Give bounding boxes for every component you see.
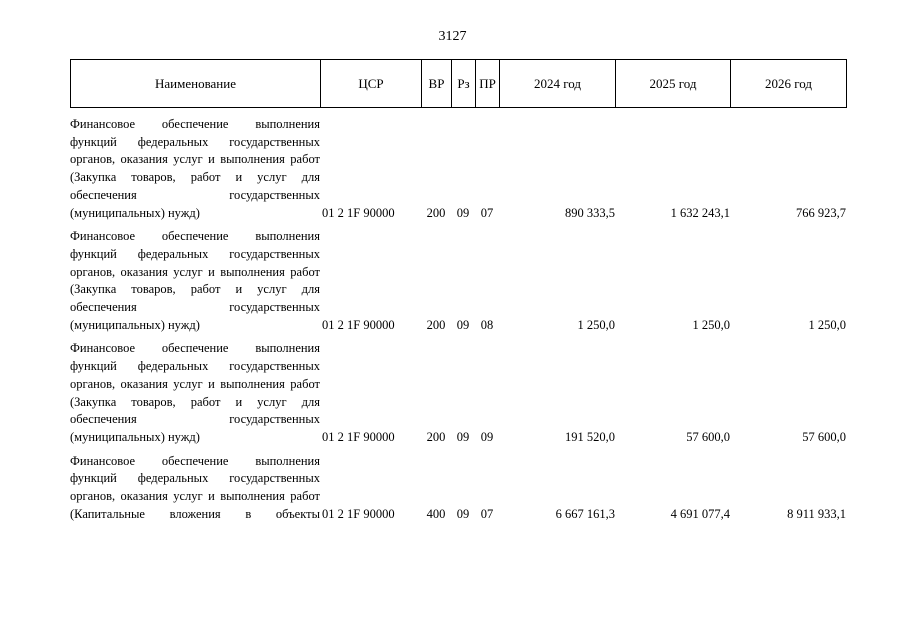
row-name: Финансовое обеспечение выполнения функций федеральных государственных органов, оказания услуг и выполнения работ (Закупка товаров, работ и услуг для обеспечения государственных (муниципальных) нужд) bbox=[70, 341, 320, 444]
row-pr: 09 bbox=[480, 429, 494, 444]
row-2026: 766 923,7 bbox=[796, 205, 846, 220]
header-2024: 2024 год bbox=[500, 60, 616, 108]
row-2025: 1 250,0 bbox=[692, 317, 730, 332]
page-number: 3127 bbox=[438, 29, 467, 44]
row-2024: 890 333,5 bbox=[565, 205, 615, 220]
row-pr: 08 bbox=[480, 317, 494, 332]
row-rz: 09 bbox=[456, 506, 470, 521]
row-2026: 8 911 933,1 bbox=[787, 506, 846, 521]
row-csr: 01 2 1F 90000 bbox=[322, 317, 395, 332]
header-csr: ЦСР bbox=[321, 60, 422, 108]
row-2024: 1 250,0 bbox=[577, 317, 615, 332]
header-pr: ПР bbox=[476, 60, 500, 108]
table-row bbox=[70, 448, 846, 525]
row-2026: 57 600,0 bbox=[802, 429, 846, 444]
row-csr: 01 2 1F 90000 bbox=[322, 205, 395, 220]
row-csr: 01 2 1F 90000 bbox=[322, 429, 395, 444]
table-row bbox=[70, 111, 846, 223]
table-header bbox=[70, 59, 847, 108]
row-rz: 09 bbox=[456, 317, 470, 332]
row-rz: 09 bbox=[456, 429, 470, 444]
row-2025: 1 632 243,1 bbox=[670, 205, 730, 220]
row-csr: 01 2 1F 90000 bbox=[322, 506, 395, 521]
header-rz: Рз bbox=[452, 60, 476, 108]
header-vr: ВР bbox=[422, 60, 452, 108]
row-name: Финансовое обеспечение выполнения функций федеральных государственных органов, оказания услуг и выполнения работ (Закупка товаров, работ и услуг для обеспечения государственных (муниципальных) нужд) bbox=[70, 117, 320, 220]
table-row bbox=[70, 223, 846, 335]
row-2026: 1 250,0 bbox=[808, 317, 846, 332]
row-pr: 07 bbox=[480, 506, 494, 521]
row-name: Финансовое обеспечение выполнения функций федеральных государственных органов, оказания услуг и выполнения работ (Закупка товаров, работ и услуг для обеспечения государственных (муниципальных) нужд) bbox=[70, 229, 320, 332]
row-vr: 200 bbox=[426, 317, 446, 332]
row-2025: 4 691 077,4 bbox=[670, 506, 730, 521]
row-2024: 6 667 161,3 bbox=[555, 506, 615, 521]
table-body bbox=[70, 111, 846, 524]
row-2024: 191 520,0 bbox=[565, 429, 615, 444]
row-vr: 400 bbox=[426, 506, 446, 521]
row-2025: 57 600,0 bbox=[686, 429, 730, 444]
row-pr: 07 bbox=[480, 205, 494, 220]
table-row bbox=[70, 335, 846, 447]
row-name: Финансовое обеспечение выполнения функций федеральных государственных органов, оказания услуг и выполнения работ (Капитальные вложения в объекты bbox=[70, 453, 320, 521]
header-2025: 2025 год bbox=[616, 60, 731, 108]
row-vr: 200 bbox=[426, 205, 446, 220]
header-2026: 2026 год bbox=[731, 60, 847, 108]
row-vr: 200 bbox=[426, 429, 446, 444]
row-rz: 09 bbox=[456, 205, 470, 220]
header-name: Наименование bbox=[71, 60, 321, 108]
